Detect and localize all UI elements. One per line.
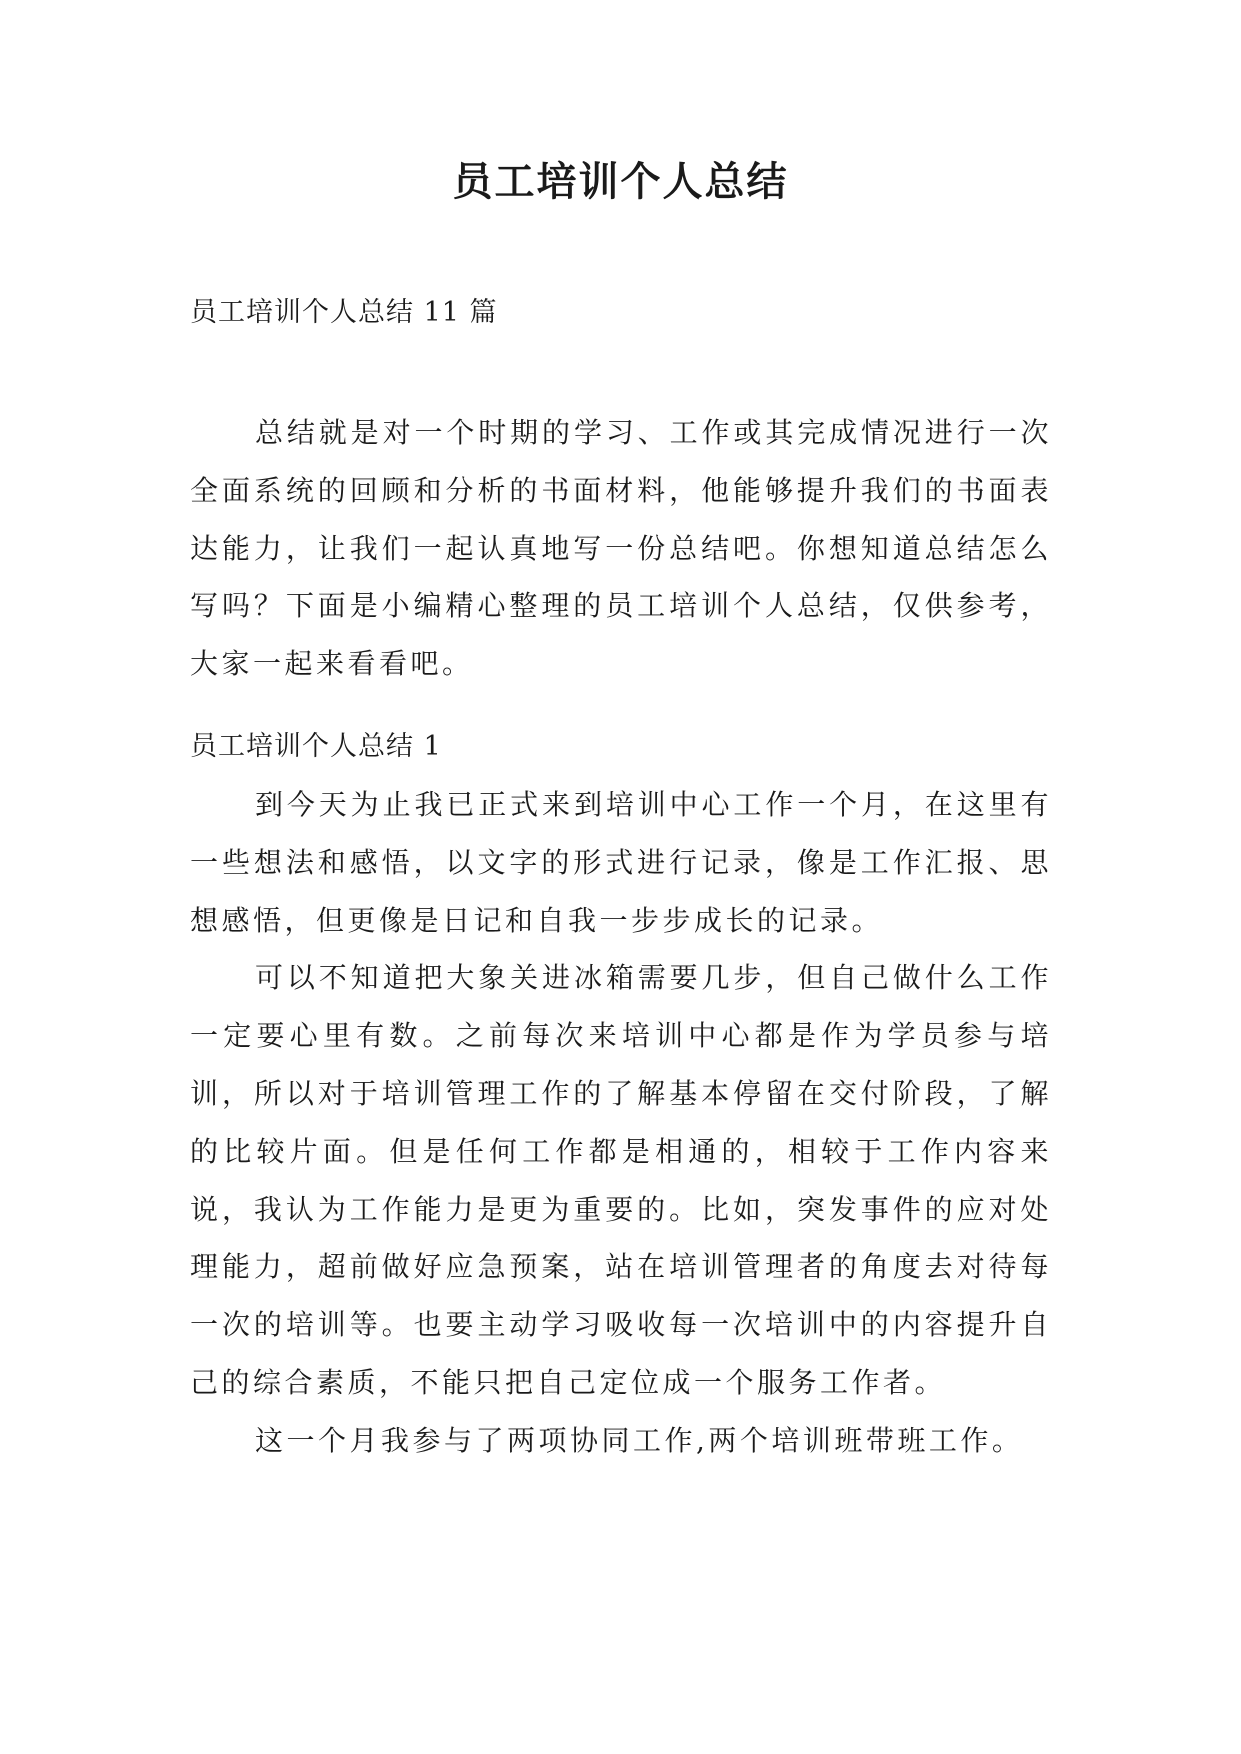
section-paragraph: 可以不知道把大象关进冰箱需要几步，但自己做什么工作一定要心里有数。之前每次来培训中心都是作为学员参与培训，所以对于培训管理工作的了解基本停留在交付阶段，了解的比较片面。但是任何工作都是相通的，相较于工作内容来说，我认为工作能力是更为重要的。比如，突发事件的应对处理能力，超前做好应急预案，站在培训管理者的角度去对待每一次的培训等。也要主动学习吸收每一次培训中的内容提升自己的综合素质，不能只把自己定位成一个服务工作者。 xyxy=(190,961,1052,1399)
intro-paragraph: 总结就是对一个时期的学习、工作或其完成情况进行一次全面系统的回顾和分析的书面材料，他能够提升我们的书面表达能力，让我们一起认真地写一份总结吧。你想知道总结怎么写吗？下面是小编精心整理的员工培训个人总结，仅供参考，大家一起来看看吧。 xyxy=(190,416,1052,681)
section-body xyxy=(190,776,1052,1470)
document-title: 员工培训个人总结 xyxy=(452,158,789,205)
section-heading: 员工培训个人总结 1 xyxy=(190,731,442,762)
section-paragraph: 到今天为止我已正式来到培训中心工作一个月，在这里有一些想法和感悟，以文字的形式进行记录，像是工作汇报、思想感悟，但更像是日记和自我一步步成长的记录。 xyxy=(190,788,1052,937)
section-paragraph: 这一个月我参与了两项协同工作,两个培训班带班工作。 xyxy=(255,1423,1024,1457)
document-subtitle: 员工培训个人总结 11 篇 xyxy=(190,297,498,328)
